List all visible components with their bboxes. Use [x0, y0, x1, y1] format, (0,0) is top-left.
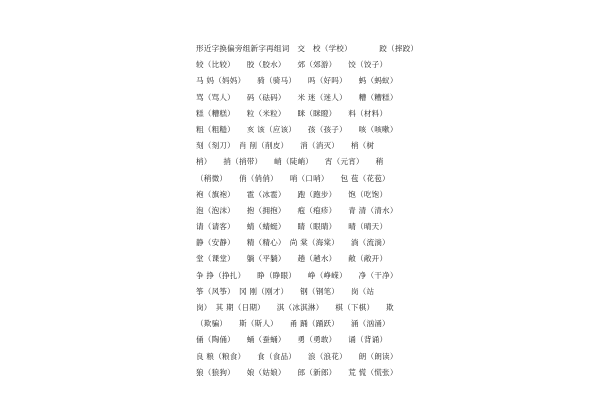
text-line: 岗） 其 期（日期） 淇（冰淇淋） 棋（下棋） 欺	[196, 303, 394, 312]
text-line: 较（比较） 胶（胶水） 郊（郊游） 饺（饺子）	[196, 60, 388, 70]
text-line: 形近字换偏旁组新字再组词 交 校（学校） 跤（摔跤）	[196, 44, 419, 53]
word-list-document	[196, 41, 419, 381]
text-line: 粗（粗糙） 亥 该（应该） 孩（孩子） 咳（咳嗽）	[196, 124, 398, 134]
text-line: 堂（课堂） 躺（平躺） 趟（趟水） 敞（敞开）	[196, 254, 388, 264]
text-line: （欺骗） 斯（斯人） 甬 踊（踊跃） 涌（汹涌）	[196, 319, 390, 329]
text-line: 筝（风筝） 冈 刚（刚才） 钢（钢笔） 岗（站	[196, 286, 375, 296]
text-line: 争 挣（挣扎） 睁（睁眼） 峥（峥嵘） 净（干净）	[196, 270, 398, 280]
text-line: 袍（旗袍） 雹（冰雹） 跑（跑步） 饱（吃饱）	[196, 189, 388, 199]
text-line: 良 粮（粮食） 食（食品） 浪（浪花） 朗（朗读）	[196, 351, 398, 361]
text-line: 俑（陶俑） 蛹（蚕蛹） 勇（勇敢） 诵（背诵）	[196, 335, 388, 345]
text-line: 马 妈（妈妈） 骑（骑马） 吗（好吗） 蚂（蚂蚁）	[196, 76, 398, 86]
text-line: 泡（泡沫） 抱（拥抱） 疱（疱疹） 青 清（清水）	[196, 205, 398, 215]
text-line: 刻（刻刀） 肖 削（削皮） 消（消灭） 梢（树	[196, 141, 375, 151]
text-line: 糕（糟糕） 粒（米粒） 眯（眯瞪） 料（材料）	[196, 108, 388, 118]
text-line: 请（请客） 蜻（蜻蜓） 睛（眼睛） 晴（晴天）	[196, 222, 388, 232]
text-line: 狼（狼狗） 娘（姑娘） 郎（新郎） 荒 慌（慌张）	[196, 367, 398, 377]
text-line: 骂（骂人） 码（砝码） 米 迷（迷人） 糟（糟糕）	[196, 92, 398, 102]
text-line: 梢） 捎（捎带） 峭（陡峭） 宵（元宵） 稍	[196, 157, 384, 167]
text-line: （稍微） 俏（俏俏） 哨（口哨） 包 苞（花苞）	[196, 173, 390, 183]
text-line: 静（安静） 精（精心） 尚 棠（海棠） 淌（流淌）	[196, 238, 390, 248]
